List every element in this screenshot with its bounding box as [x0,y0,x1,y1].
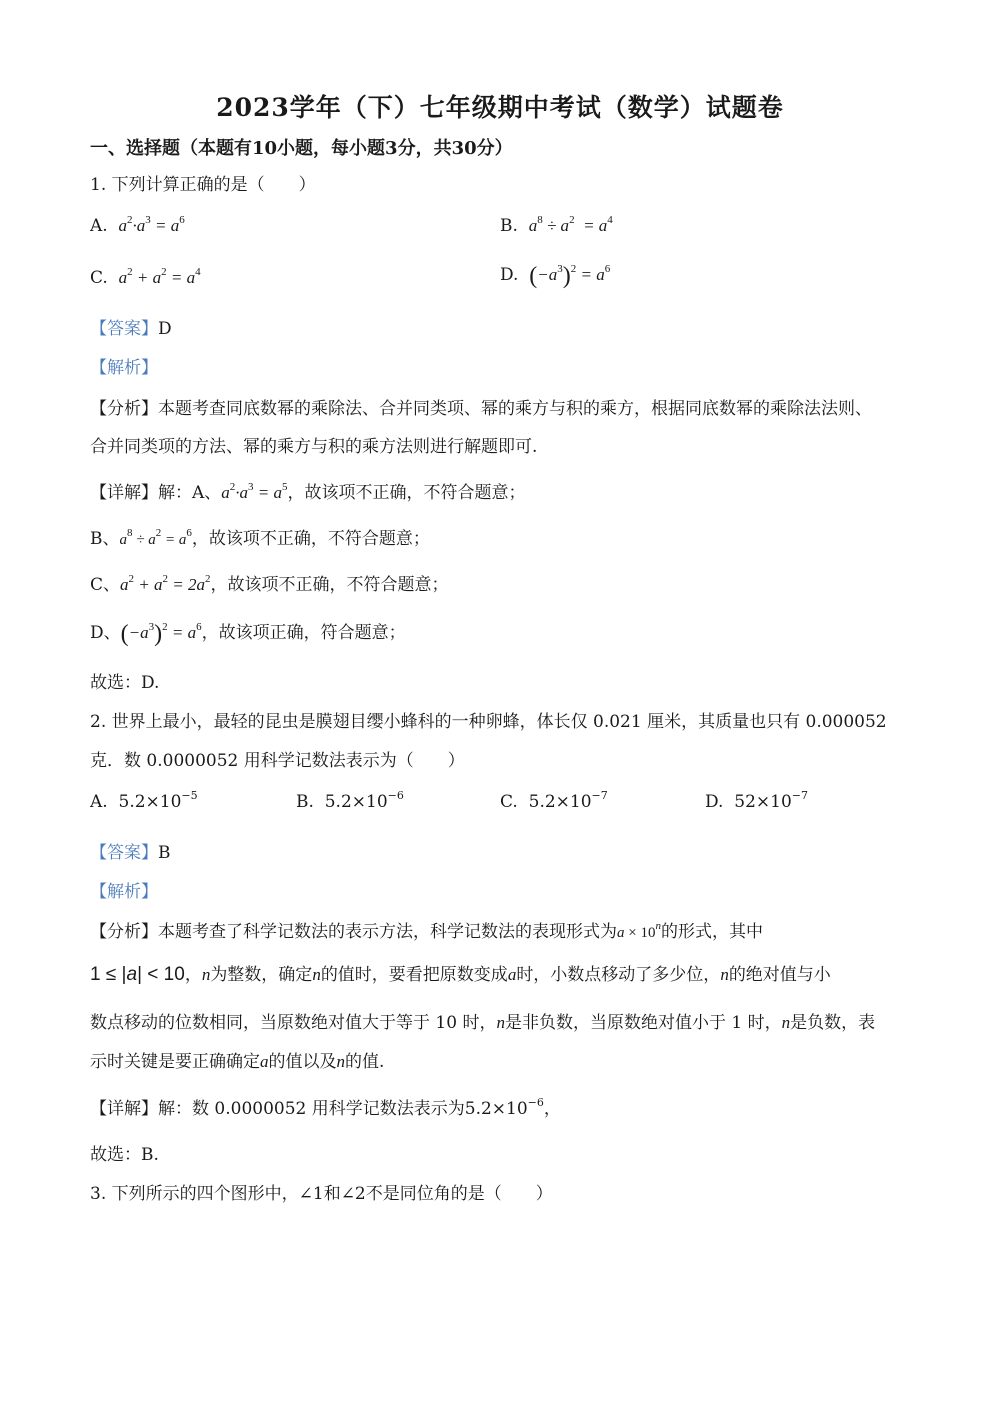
fenxi-text: 是负数，表 [790,1013,876,1033]
fenxi-text: 本题考查了科学记数法的表示方法，科学记数法的表现形式为 [158,922,617,942]
option-label: C. [500,792,518,812]
q2-option-c [500,789,608,812]
formula: $a^2\cdot a^3 = a^5$ [221,481,288,502]
angle-2: ∠2 [340,1184,366,1204]
var-n: n [312,965,321,984]
var-n: n [336,1052,345,1071]
fenxi-text: 是非负数，当原数绝对值小于 1 时， [504,1013,782,1033]
angle-1: ∠1 [298,1184,324,1204]
formula: $52\times 10^{-7}$ [734,789,808,812]
q2-choose: 故选：B. [90,1145,159,1165]
q1-option-a [90,216,185,236]
q2-fenxi-line2: 1 ≤ |a| < 10，n为整数，确定n的值时，要看把原数变成a时，小数点移动了多少位，n的绝对值与小 [90,964,831,985]
q1-answer [90,314,172,339]
answer-tag: 【答案】 [90,843,158,863]
stem-text: 3. 下列所示的四个图形中， [90,1184,299,1204]
q1-option-b [500,216,613,236]
q1-option-d [500,263,610,290]
formula: $a^2\cdot a^3 = a^6$ [118,214,185,235]
option-label: D. [500,265,519,285]
formula: $(-a^3)^2 = a^6$ [529,263,611,289]
var-n: n [781,1013,791,1032]
q1-detail-c [90,570,448,595]
q2-fenxi-line4 [90,1047,384,1072]
formula: $5.2\times 10^{-6}$ [324,789,404,812]
var-n: n [496,1013,505,1032]
q2-analysis-tag: 【解析】 [90,882,158,902]
fenxi-text: 的形式，其中 [660,922,763,942]
q2-answer [90,838,171,863]
q2-option-a [90,789,198,812]
q1-choose: 故选：D. [90,673,160,693]
answer-tag: 【答案】 [90,319,158,339]
q2-fenxi-line3 [90,1008,875,1033]
detail-text: ，故该项不正确，不符合题意； [287,483,526,503]
q2-option-d [705,789,808,812]
xiangjie-tag: 【详解】 [90,1099,158,1119]
q2-detail: 【详解】解：数 0.0000052 用科学记数法表示为$5.2\times 10^{-6}$， [90,1096,561,1119]
detail-prefix: D、 [90,623,121,643]
q1-analysis-tag: 【解析】 [90,358,158,378]
answer-value: B [158,843,171,863]
detail-prefix: 解：A、 [158,483,222,503]
detail-text: ，故该项不正确，不符合题意； [191,529,430,549]
q1-detail-b [90,524,430,549]
fenxi-text: 时，小数点移动了多少位， [516,965,721,985]
formula: $5.2\times 10^{-7}$ [528,789,608,812]
fenxi-text: 的绝对值与小 [728,965,831,985]
q1-stem: 1. 下列计算正确的是（ ） [90,175,316,195]
var-n: n [201,965,211,984]
q2-stem-line1: 2. 世界上最小，最轻的昆虫是膜翅目缨小蜂科的一种卵蜂，体长仅 0.021 厘米，其质量也只有 0.000052 [90,712,887,732]
formula: $5.2\times 10^{-6}$ [464,1096,544,1119]
q1-detail-d [90,618,406,648]
q1-option-c [90,268,201,288]
formula: $5.2\times 10^{-5}$ [118,789,198,812]
fenxi-tag: 【分析】 [90,922,158,942]
fenxi-text: 的值以及 [268,1052,337,1072]
detail-text: ，故该项不正确，不符合题意； [210,575,449,595]
var-n: n [720,965,729,984]
fenxi-text: 为整数，确定 [210,965,313,985]
option-label: C. [90,268,108,288]
formula: $(-a^3)^2 = a^6$ [120,621,202,647]
var-a: a [507,965,517,984]
detail-text: ，故该项正确，符合题意； [201,623,406,643]
q1-fenxi-line2: 合并同类项的方法、幂的乘方与积的乘方法则进行解题即可. [90,437,538,457]
q2-stem-line2: 克．数 0.0000052 用科学记数法表示为（ ） [90,751,465,771]
formula: $a^8 \div a^2 = a^6$ [119,527,192,548]
option-label: D. [705,792,724,812]
fenxi-text: 示时关键是要正确确定 [90,1052,260,1072]
fenxi-text: 的值时，要看把原数变成 [320,965,508,985]
option-label: B. [296,792,314,812]
q2-option-b [296,789,404,812]
fenxi-text: 的值. [345,1052,385,1072]
detail-prefix: C、 [90,575,121,595]
q2-fenxi-line1 [90,917,763,942]
formula: $a^2 + a^2 = a^4$ [118,266,201,287]
fenxi-text: 数点移动的位数相同，当原数绝对值大于等于 10 时， [90,1013,497,1033]
detail-text: 解：数 0.0000052 用科学记数法表示为 [158,1099,465,1119]
fenxi-text: 本题考查同底数幂的乘除法、合并同类项、幂的乘方与积的乘方，根据同底数幂的乘除法法则、 [158,399,872,419]
formula: 1 ≤ |a| < 10 [90,964,185,985]
detail-prefix: B、 [90,529,120,549]
answer-value: D [158,319,172,339]
option-label: A. [90,216,108,236]
section-heading: 一、选择题（本题有10小题，每小题3分，共30分） [90,138,513,159]
stem-text: 和 [323,1184,341,1204]
stem-text: 不是同位角的是（ ） [365,1184,553,1204]
fenxi-tag: 【分析】 [90,399,158,419]
formula: $a^2 + a^2 = 2a^2$ [120,573,211,594]
formula: $a^8 \div a^2 = a^4$ [528,214,613,235]
var-a: a [260,1052,269,1071]
q3-stem [90,1179,553,1204]
q1-detail-a [90,478,526,503]
option-label: B. [500,216,518,236]
option-label: A. [90,792,108,812]
formula: $a \times 10^n$ [617,920,661,941]
page-title: 2023学年（下）七年级期中考试（数学）试题卷 [216,93,784,122]
q1-fenxi-line1 [90,394,872,419]
xiangjie-tag: 【详解】 [90,483,158,503]
